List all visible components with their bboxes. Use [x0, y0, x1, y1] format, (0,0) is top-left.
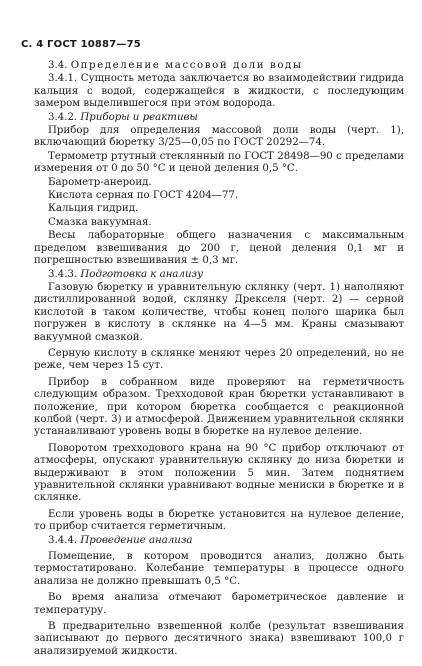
- paragraph-scales: Весы лабораторные общего назначения с максимальным пределом взвешивания до 200 г, ценой деления 0,1 мг и погрешностью взвешивания ± 0,3 мг.: [34, 230, 404, 267]
- paragraph-thermometer: Термометр ртутный стеклянный по ГОСТ 28498—90 с пределами измерения от 0 до 50 °С и ценой деления 0,5 °С.: [34, 150, 404, 175]
- paragraph-weighing: В предварительно взвешенной колбе (результат взвешивания записывают до первого десятичного знака) взвешивают 100,0 г анализируемой жидкости.: [34, 621, 404, 657]
- paragraph-valve-rotation: Поворотом трехходового крана на 90 °С прибор отключают от атмосферы, опускают уравнительную склянку до низа бюретки и выдерживают в этом положении 5 мин. Затем поднятием уравнительной склянки уравнивают водные мениски в бюретке и в склянке.: [34, 442, 404, 504]
- paragraph-acid: Кислота серная по ГОСТ 4204—77.: [48, 190, 239, 202]
- section-3-4-2-heading: [34, 112, 404, 124]
- section-number: 3.4.4.: [48, 534, 78, 546]
- section-3-4-4-heading: [34, 535, 404, 547]
- section-title: Определение массовой доли воды: [70, 60, 303, 71]
- section-title: Приборы и реактивы: [80, 111, 198, 123]
- paragraph-sealed: Если уровень воды в бюретке установится на нулевое деление, то прибор считается герметичным.: [34, 508, 404, 533]
- page-content: [34, 60, 404, 658]
- section-number: 3.4.: [48, 60, 68, 71]
- paragraph-device: Прибор для определения массовой доли воды (черт. 1), включающий бюретку 3/25—0,05 по ГОСТ 20292—74.: [34, 125, 404, 149]
- section-number: 3.4.3.: [48, 268, 78, 280]
- paragraph-acid-change: Серную кислоту в склянке меняют через 20 определений, но не реже, чем через 15 сут.: [34, 347, 404, 372]
- section-title: Проведение анализа: [80, 534, 193, 546]
- section-title: Подготовка к анализу: [80, 268, 203, 280]
- paragraph-3-4-1: 3.4.1. Сущность метода заключается во взаимодействии гидрида кальция с водой, содержащейся в жидкости, с последующим замером выделившегося при этом водорода.: [34, 73, 404, 110]
- paragraph-vacuum-grease: Смазка вакуумная.: [48, 216, 152, 228]
- paragraph-pressure: Во время анализа отмечают барометрическое давление и температуру.: [34, 592, 404, 616]
- paragraph-leak-test: Прибор в собранном виде проверяют на герметичность следующим образом. Трехходовой кран бюретки устанавливают в положение, при котором бюретка сообщается с реакционной колбой (черт. 3) и атмосферой. Движением уравнительной склянки устанавливают уровень воды в бюретке на нулевое деление.: [34, 376, 404, 438]
- paragraph-calcium-hydride: Кальция гидрид.: [48, 203, 139, 215]
- paragraph-room: Помещение, в котором проводится анализ, должно быть термостатировано. Колебание температуры в процессе одного анализа не должно превышать 0,5 °С.: [34, 551, 404, 587]
- page-header: С. 4 ГОСТ 10887—75: [21, 39, 141, 50]
- section-3-4-heading: [34, 60, 404, 72]
- section-number: 3.4.2.: [48, 111, 78, 123]
- section-3-4-3-heading: [34, 269, 404, 281]
- paragraph-preparation: Газовую бюретку и уравнительную склянку (черт. 1) наполняют дистиллированной водой, склянку Дрекселя (черт. 2) — серной кислотой в таком количестве, чтобы конец полого шарика был погружен в кислоту в склянке на 4—5 мм. Краны смазывают вакуумной смазкой.: [34, 281, 404, 343]
- paragraph-barometer: Барометр-анероид.: [48, 176, 152, 188]
